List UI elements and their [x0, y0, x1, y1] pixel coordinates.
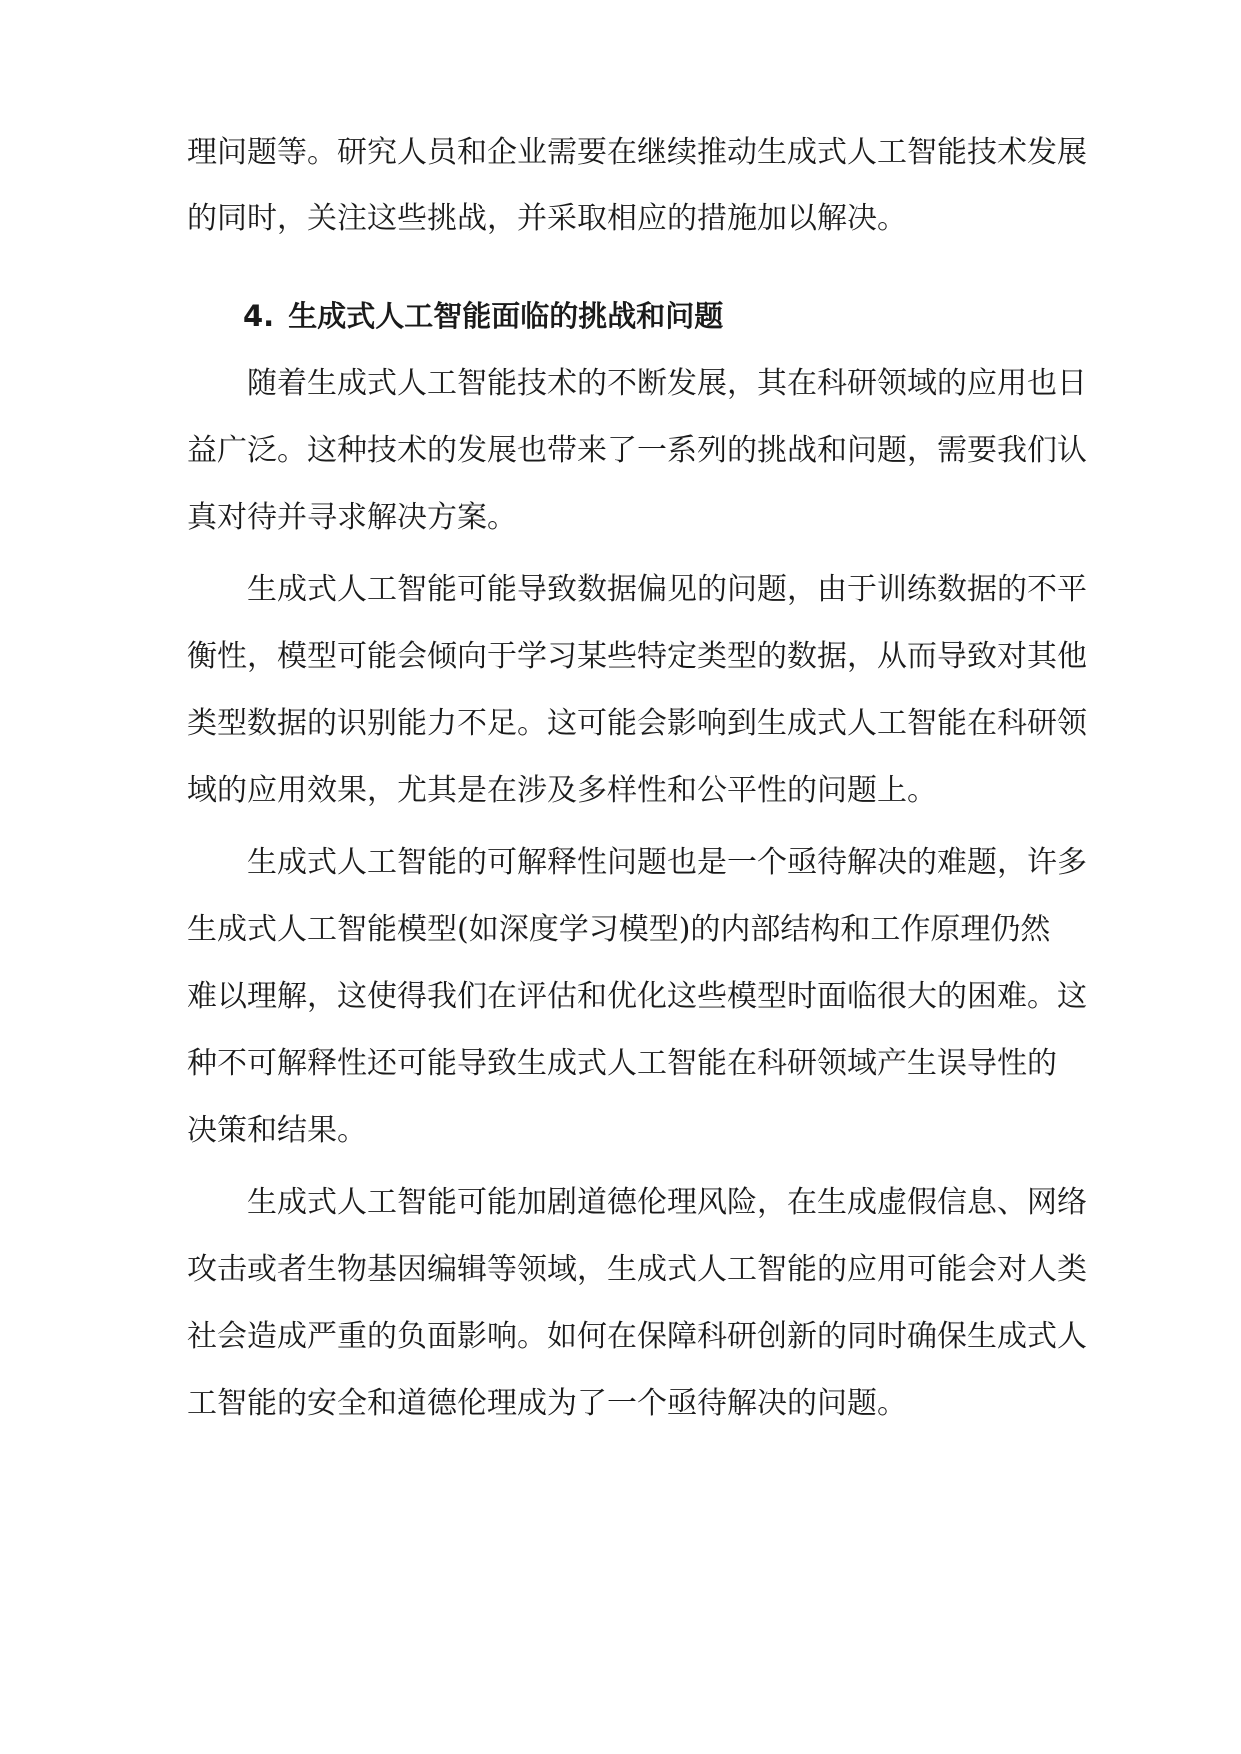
paragraph-line: 域的应用效果，尤其是在涉及多样性和公平性的问题上。 — [187, 773, 937, 808]
paragraph-line: 类型数据的识别能力不足。这可能会影响到生成式人工智能在科研领 — [187, 706, 1087, 741]
paragraph-line: 攻击或者生物基因编辑等领域，生成式人工智能的应用可能会对人类 — [187, 1252, 1087, 1287]
paragraph-line: 生成式人工智能可能加剧道德伦理风险，在生成虚假信息、网络 — [247, 1185, 1087, 1220]
paragraph-line: 决策和结果。 — [187, 1113, 367, 1148]
paragraph-line: 难以理解，这使得我们在评估和优化这些模型时面临很大的困难。这 — [187, 979, 1087, 1014]
intro-line: 理问题等。研究人员和企业需要在继续推动生成式人工智能技术发展 — [187, 135, 1087, 170]
section-heading — [243, 296, 723, 336]
paragraph-line: 生成式人工智能可能导致数据偏见的问题，由于训练数据的不平 — [247, 572, 1087, 607]
paragraph-line: 益广泛。这种技术的发展也带来了一系列的挑战和问题，需要我们认 — [187, 433, 1087, 468]
section-title: 生成式人工智能面临的挑战和问题 — [288, 299, 724, 333]
paragraph-line: 社会造成严重的负面影响。如何在保障科研创新的同时确保生成式人 — [187, 1319, 1087, 1354]
paragraph-line: 真对待并寻求解决方案。 — [187, 500, 517, 535]
paragraph-line: 生成式人工智能的可解释性问题也是一个亟待解决的难题，许多 — [247, 845, 1087, 880]
paragraph-line: 随着生成式人工智能技术的不断发展，其在科研领域的应用也日 — [247, 366, 1087, 401]
paragraph-line: 工智能的安全和道德伦理成为了一个亟待解决的问题。 — [187, 1386, 907, 1421]
paragraph-line: 生成式人工智能模型(如深度学习模型)的内部结构和工作原理仍然 — [187, 912, 1051, 947]
section-number: 4. — [243, 299, 275, 333]
intro-line: 的同时，关注这些挑战，并采取相应的措施加以解决。 — [187, 201, 907, 236]
paragraph-line: 种不可解释性还可能导致生成式人工智能在科研领域产生误导性的 — [187, 1046, 1057, 1081]
paragraph-line: 衡性，模型可能会倾向于学习某些特定类型的数据，从而导致对其他 — [187, 639, 1087, 674]
